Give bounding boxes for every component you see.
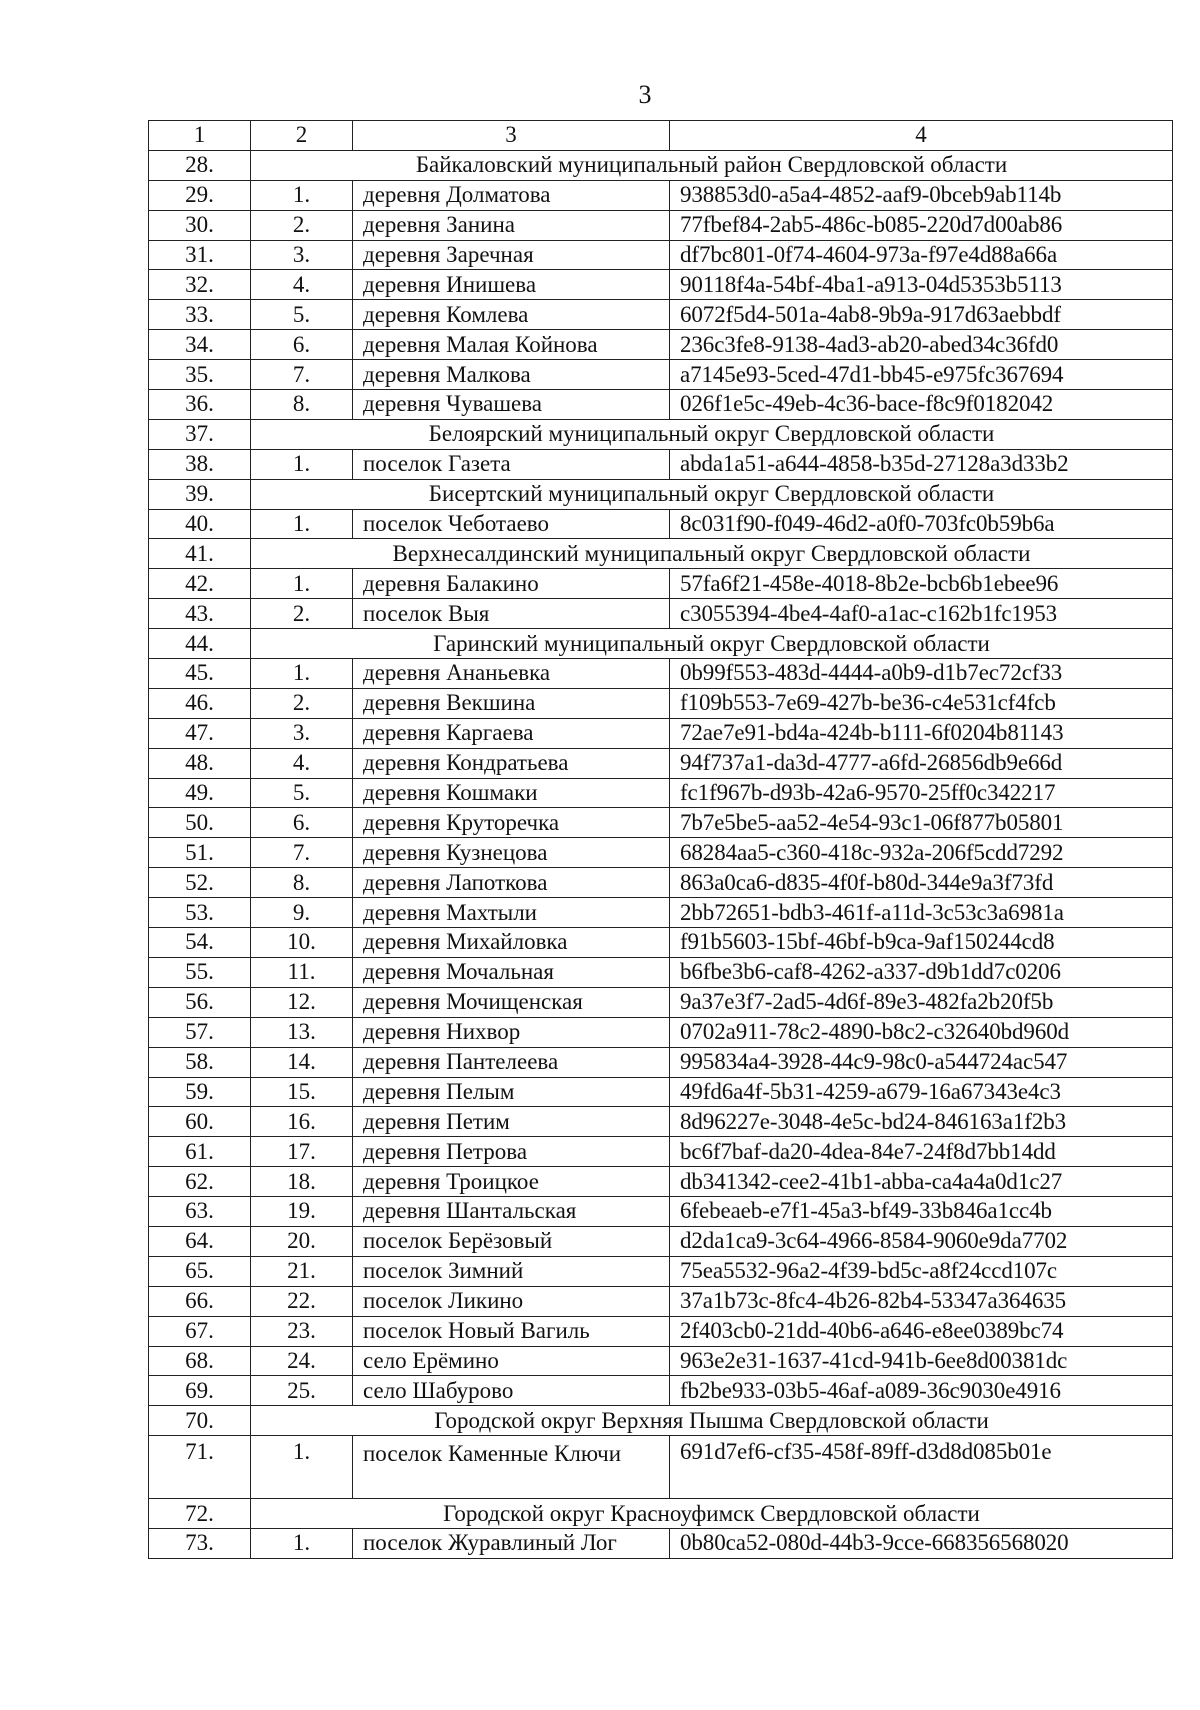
settlement-name: деревня Малкова bbox=[353, 360, 670, 390]
settlement-name: деревня Мочищенская bbox=[353, 987, 670, 1017]
row-number: 68. bbox=[149, 1346, 251, 1376]
header-col-1: 1 bbox=[149, 121, 251, 151]
sub-number: 1. bbox=[251, 509, 353, 539]
fias-code: 77fbef84-2ab5-486c-b085-220d7d00ab86 bbox=[670, 210, 1173, 240]
fias-code: 863a0ca6-d835-4f0f-b80d-344e9a3f73fd bbox=[670, 868, 1173, 898]
settlement-name: село Шабурово bbox=[353, 1376, 670, 1406]
sub-number: 1. bbox=[251, 449, 353, 479]
fias-code: 938853d0-a5a4-4852-aaf9-0bceb9ab114b bbox=[670, 180, 1173, 210]
fias-code: 9a37e3f7-2ad5-4d6f-89e3-482fa2b20f5b bbox=[670, 987, 1173, 1017]
row-number: 66. bbox=[149, 1286, 251, 1316]
table-row bbox=[149, 748, 1173, 778]
row-number: 53. bbox=[149, 898, 251, 928]
row-number: 64. bbox=[149, 1226, 251, 1256]
sub-number: 2. bbox=[251, 688, 353, 718]
settlement-name: поселок Каменные Ключи bbox=[353, 1436, 670, 1499]
fias-code: a7145e93-5ced-47d1-bb45-e975fc367694 bbox=[670, 360, 1173, 390]
header-col-3: 3 bbox=[353, 121, 670, 151]
row-number: 62. bbox=[149, 1167, 251, 1197]
fias-code: f91b5603-15bf-46bf-b9ca-9af150244cd8 bbox=[670, 928, 1173, 958]
section-title: Верхнесалдинский муниципальный округ Свердловской области bbox=[251, 539, 1173, 569]
sub-number: 13. bbox=[251, 1017, 353, 1047]
sub-number: 17. bbox=[251, 1137, 353, 1167]
table-section-row bbox=[149, 629, 1173, 659]
row-number: 48. bbox=[149, 748, 251, 778]
sub-number: 7. bbox=[251, 838, 353, 868]
fias-code: bc6f7baf-da20-4dea-84e7-24f8d7bb14dd bbox=[670, 1137, 1173, 1167]
row-number: 34. bbox=[149, 330, 251, 360]
settlement-name: деревня Кондратьева bbox=[353, 748, 670, 778]
fias-code: 8d96227e-3048-4e5c-bd24-846163a1f2b3 bbox=[670, 1107, 1173, 1137]
fias-code: 90118f4a-54bf-4ba1-a913-04d5353b5113 bbox=[670, 270, 1173, 300]
table-row bbox=[149, 240, 1173, 270]
table-header-row bbox=[149, 121, 1173, 151]
row-number: 59. bbox=[149, 1077, 251, 1107]
row-number: 51. bbox=[149, 838, 251, 868]
sub-number: 5. bbox=[251, 300, 353, 330]
settlement-name: деревня Заречная bbox=[353, 240, 670, 270]
table-row bbox=[149, 808, 1173, 838]
fias-code: b6fbe3b6-caf8-4262-a337-d9b1dd7c0206 bbox=[670, 957, 1173, 987]
sub-number: 4. bbox=[251, 270, 353, 300]
table-row bbox=[149, 449, 1173, 479]
table-row bbox=[149, 1256, 1173, 1286]
sub-number: 1. bbox=[251, 1436, 353, 1499]
table-row bbox=[149, 1226, 1173, 1256]
settlement-name: деревня Балакино bbox=[353, 569, 670, 599]
settlement-name: поселок Ликино bbox=[353, 1286, 670, 1316]
fias-code: 2f403cb0-21dd-40b6-a646-e8ee0389bc74 bbox=[670, 1316, 1173, 1346]
sub-number: 8. bbox=[251, 390, 353, 420]
row-number: 36. bbox=[149, 390, 251, 420]
settlement-name: деревня Комлева bbox=[353, 300, 670, 330]
sub-number: 9. bbox=[251, 898, 353, 928]
table-row bbox=[149, 987, 1173, 1017]
table-row bbox=[149, 1077, 1173, 1107]
fias-code: 7b7e5be5-aa52-4e54-93c1-06f877b05801 bbox=[670, 808, 1173, 838]
settlement-name: деревня Чувашева bbox=[353, 390, 670, 420]
sub-number: 12. bbox=[251, 987, 353, 1017]
table-row bbox=[149, 838, 1173, 868]
table-row bbox=[149, 1017, 1173, 1047]
table-section-row bbox=[149, 539, 1173, 569]
sub-number: 21. bbox=[251, 1256, 353, 1286]
row-number: 49. bbox=[149, 778, 251, 808]
settlement-name: деревня Мочальная bbox=[353, 957, 670, 987]
sub-number: 3. bbox=[251, 718, 353, 748]
header-col-4: 4 bbox=[670, 121, 1173, 151]
settlement-name: деревня Петрова bbox=[353, 1137, 670, 1167]
sub-number: 6. bbox=[251, 330, 353, 360]
table-section-row bbox=[149, 479, 1173, 509]
settlement-name: деревня Петим bbox=[353, 1107, 670, 1137]
table-row bbox=[149, 330, 1173, 360]
sub-number: 3. bbox=[251, 240, 353, 270]
settlement-name: деревня Михайловка bbox=[353, 928, 670, 958]
row-number: 35. bbox=[149, 360, 251, 390]
sub-number: 23. bbox=[251, 1316, 353, 1346]
fias-code: 6072f5d4-501a-4ab8-9b9a-917d63aebbdf bbox=[670, 300, 1173, 330]
table-row bbox=[149, 390, 1173, 420]
fias-code: 49fd6a4f-5b31-4259-a679-16a67343e4c3 bbox=[670, 1077, 1173, 1107]
settlement-name: село Ерёмино bbox=[353, 1346, 670, 1376]
settlement-name: поселок Выя bbox=[353, 599, 670, 629]
row-number: 60. bbox=[149, 1107, 251, 1137]
table-row bbox=[149, 688, 1173, 718]
table-row bbox=[149, 1529, 1173, 1559]
fias-code: db341342-cee2-41b1-abba-ca4a4a0d1c27 bbox=[670, 1167, 1173, 1197]
settlement-name: поселок Зимний bbox=[353, 1256, 670, 1286]
row-number: 70. bbox=[149, 1406, 251, 1436]
settlement-name: деревня Пелым bbox=[353, 1077, 670, 1107]
settlement-name: поселок Журавлиный Лог bbox=[353, 1529, 670, 1559]
row-number: 63. bbox=[149, 1197, 251, 1227]
settlement-name: деревня Троицкое bbox=[353, 1167, 670, 1197]
table-row bbox=[149, 1346, 1173, 1376]
sub-number: 20. bbox=[251, 1226, 353, 1256]
fias-code: 0b99f553-483d-4444-a0b9-d1b7ec72cf33 bbox=[670, 659, 1173, 689]
sub-number: 10. bbox=[251, 928, 353, 958]
settlement-name: деревня Малая Койнова bbox=[353, 330, 670, 360]
sub-number: 1. bbox=[251, 180, 353, 210]
row-number: 54. bbox=[149, 928, 251, 958]
sub-number: 2. bbox=[251, 599, 353, 629]
row-number: 73. bbox=[149, 1529, 251, 1559]
table-row bbox=[149, 1436, 1173, 1499]
row-number: 61. bbox=[149, 1137, 251, 1167]
table-row bbox=[149, 569, 1173, 599]
sub-number: 11. bbox=[251, 957, 353, 987]
section-title: Городской округ Верхняя Пышма Свердловской области bbox=[251, 1406, 1173, 1436]
fias-code: 6febeaeb-e7f1-45a3-bf49-33b846a1cc4b bbox=[670, 1197, 1173, 1227]
settlement-name: деревня Долматова bbox=[353, 180, 670, 210]
row-number: 46. bbox=[149, 688, 251, 718]
row-number: 52. bbox=[149, 868, 251, 898]
table-row bbox=[149, 898, 1173, 928]
table-row bbox=[149, 360, 1173, 390]
header-col-2: 2 bbox=[251, 121, 353, 151]
fias-code: 026f1e5c-49eb-4c36-bace-f8c9f0182042 bbox=[670, 390, 1173, 420]
table-row bbox=[149, 1286, 1173, 1316]
settlement-name: деревня Векшина bbox=[353, 688, 670, 718]
fias-code: 2bb72651-bdb3-461f-a11d-3c53c3a6981a bbox=[670, 898, 1173, 928]
fias-code: 57fa6f21-458e-4018-8b2e-bcb6b1ebee96 bbox=[670, 569, 1173, 599]
row-number: 43. bbox=[149, 599, 251, 629]
table-row bbox=[149, 1316, 1173, 1346]
table-row bbox=[149, 718, 1173, 748]
settlement-name: деревня Инишева bbox=[353, 270, 670, 300]
table-row bbox=[149, 659, 1173, 689]
table-section-row bbox=[149, 1406, 1173, 1436]
settlement-name: деревня Кузнецова bbox=[353, 838, 670, 868]
settlement-name: поселок Газета bbox=[353, 449, 670, 479]
row-number: 57. bbox=[149, 1017, 251, 1047]
settlement-name: деревня Круторечка bbox=[353, 808, 670, 838]
fias-code: 75ea5532-96a2-4f39-bd5c-a8f24ccd107c bbox=[670, 1256, 1173, 1286]
row-number: 33. bbox=[149, 300, 251, 330]
settlement-name: деревня Шантальская bbox=[353, 1197, 670, 1227]
table-row bbox=[149, 1376, 1173, 1406]
row-number: 45. bbox=[149, 659, 251, 689]
row-number: 44. bbox=[149, 629, 251, 659]
row-number: 50. bbox=[149, 808, 251, 838]
sub-number: 14. bbox=[251, 1047, 353, 1077]
sub-number: 4. bbox=[251, 748, 353, 778]
sub-number: 18. bbox=[251, 1167, 353, 1197]
row-number: 28. bbox=[149, 150, 251, 180]
table-row bbox=[149, 270, 1173, 300]
fias-code: fc1f967b-d93b-42a6-9570-25ff0c342217 bbox=[670, 778, 1173, 808]
settlement-name: деревня Каргаева bbox=[353, 718, 670, 748]
table-row bbox=[149, 599, 1173, 629]
row-number: 41. bbox=[149, 539, 251, 569]
row-number: 30. bbox=[149, 210, 251, 240]
fias-code: fb2be933-03b5-46af-a089-36c9030e4916 bbox=[670, 1376, 1173, 1406]
fias-code: 0702a911-78c2-4890-b8c2-c32640bd960d bbox=[670, 1017, 1173, 1047]
section-title: Белоярский муниципальный округ Свердловской области bbox=[251, 419, 1173, 449]
row-number: 55. bbox=[149, 957, 251, 987]
sub-number: 8. bbox=[251, 868, 353, 898]
table-section-row bbox=[149, 1499, 1173, 1529]
fias-code: f109b553-7e69-427b-be36-c4e531cf4fcb bbox=[670, 688, 1173, 718]
sub-number: 1. bbox=[251, 569, 353, 599]
row-number: 31. bbox=[149, 240, 251, 270]
settlements-table bbox=[148, 120, 1173, 1559]
sub-number: 19. bbox=[251, 1197, 353, 1227]
section-title: Городской округ Красноуфимск Свердловской области bbox=[251, 1499, 1173, 1529]
fias-code: 0b80ca52-080d-44b3-9cce-668356568020 bbox=[670, 1529, 1173, 1559]
row-number: 72. bbox=[149, 1499, 251, 1529]
sub-number: 25. bbox=[251, 1376, 353, 1406]
table-body bbox=[149, 121, 1173, 1559]
row-number: 67. bbox=[149, 1316, 251, 1346]
table-row bbox=[149, 210, 1173, 240]
row-number: 38. bbox=[149, 449, 251, 479]
table-row bbox=[149, 928, 1173, 958]
table-row bbox=[149, 1167, 1173, 1197]
sub-number: 5. bbox=[251, 778, 353, 808]
row-number: 29. bbox=[149, 180, 251, 210]
fias-code: 963e2e31-1637-41cd-941b-6ee8d00381dc bbox=[670, 1346, 1173, 1376]
fias-code: 236c3fe8-9138-4ad3-ab20-abed34c36fd0 bbox=[670, 330, 1173, 360]
table-row bbox=[149, 1197, 1173, 1227]
table-row bbox=[149, 957, 1173, 987]
row-number: 32. bbox=[149, 270, 251, 300]
sub-number: 7. bbox=[251, 360, 353, 390]
fias-code: c3055394-4be4-4af0-a1ac-c162b1fc1953 bbox=[670, 599, 1173, 629]
sub-number: 24. bbox=[251, 1346, 353, 1376]
fias-code: abda1a51-a644-4858-b35d-27128a3d33b2 bbox=[670, 449, 1173, 479]
settlement-name: деревня Нихвор bbox=[353, 1017, 670, 1047]
table-row bbox=[149, 180, 1173, 210]
row-number: 42. bbox=[149, 569, 251, 599]
fias-code: 68284aa5-c360-418c-932a-206f5cdd7292 bbox=[670, 838, 1173, 868]
fias-code: 8c031f90-f049-46d2-a0f0-703fc0b59b6a bbox=[670, 509, 1173, 539]
row-number: 58. bbox=[149, 1047, 251, 1077]
table-row bbox=[149, 300, 1173, 330]
row-number: 65. bbox=[149, 1256, 251, 1286]
row-number: 40. bbox=[149, 509, 251, 539]
section-title: Байкаловский муниципальный район Свердловской области bbox=[251, 150, 1173, 180]
table-row bbox=[149, 509, 1173, 539]
table-row bbox=[149, 1107, 1173, 1137]
table-row bbox=[149, 868, 1173, 898]
fias-code: 995834a4-3928-44c9-98c0-a544724ac547 bbox=[670, 1047, 1173, 1077]
settlement-name: деревня Пантелеева bbox=[353, 1047, 670, 1077]
page-number: 3 bbox=[638, 80, 652, 109]
section-title: Бисертский муниципальный округ Свердловской области bbox=[251, 479, 1173, 509]
settlement-name: поселок Новый Вагиль bbox=[353, 1316, 670, 1346]
settlement-name: поселок Чеботаево bbox=[353, 509, 670, 539]
section-title: Гаринский муниципальный округ Свердловской области bbox=[251, 629, 1173, 659]
settlement-name: деревня Ананьевка bbox=[353, 659, 670, 689]
settlement-name: деревня Кошмаки bbox=[353, 778, 670, 808]
sub-number: 6. bbox=[251, 808, 353, 838]
sub-number: 22. bbox=[251, 1286, 353, 1316]
table-row bbox=[149, 1137, 1173, 1167]
fias-code: df7bc801-0f74-4604-973a-f97e4d88a66a bbox=[670, 240, 1173, 270]
table-row bbox=[149, 1047, 1173, 1077]
row-number: 69. bbox=[149, 1376, 251, 1406]
row-number: 37. bbox=[149, 419, 251, 449]
row-number: 56. bbox=[149, 987, 251, 1017]
row-number: 71. bbox=[149, 1436, 251, 1499]
sub-number: 15. bbox=[251, 1077, 353, 1107]
settlement-name: деревня Махтыли bbox=[353, 898, 670, 928]
row-number: 39. bbox=[149, 479, 251, 509]
fias-code: 94f737a1-da3d-4777-a6fd-26856db9e66d bbox=[670, 748, 1173, 778]
settlement-name: поселок Берёзовый bbox=[353, 1226, 670, 1256]
sub-number: 2. bbox=[251, 210, 353, 240]
settlement-name: деревня Лапоткова bbox=[353, 868, 670, 898]
table-section-row bbox=[149, 419, 1173, 449]
settlement-name: деревня Занина bbox=[353, 210, 670, 240]
fias-code: 691d7ef6-cf35-458f-89ff-d3d8d085b01e bbox=[670, 1436, 1173, 1499]
fias-code: 37a1b73c-8fc4-4b26-82b4-53347a364635 bbox=[670, 1286, 1173, 1316]
fias-code: 72ae7e91-bd4a-424b-b111-6f0204b81143 bbox=[670, 718, 1173, 748]
row-number: 47. bbox=[149, 718, 251, 748]
sub-number: 1. bbox=[251, 1529, 353, 1559]
sub-number: 1. bbox=[251, 659, 353, 689]
fias-code: d2da1ca9-3c64-4966-8584-9060e9da7702 bbox=[670, 1226, 1173, 1256]
table-row bbox=[149, 778, 1173, 808]
table-section-row bbox=[149, 150, 1173, 180]
sub-number: 16. bbox=[251, 1107, 353, 1137]
